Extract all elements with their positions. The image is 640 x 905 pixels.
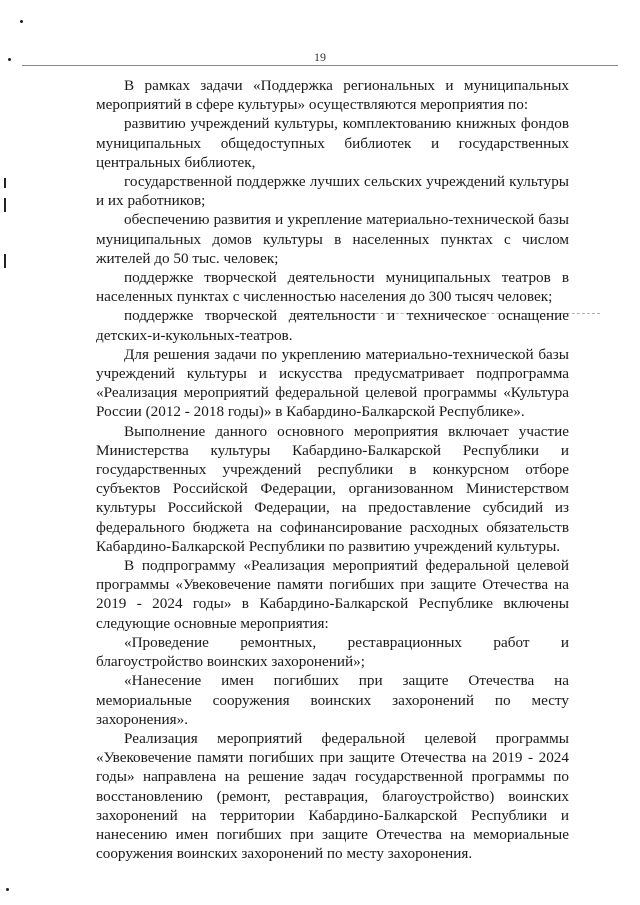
scan-mark [4, 254, 6, 268]
page-number: 19 [314, 50, 326, 64]
paragraph: В подпрограмму «Реализация мероприятий федеральной целевой программы «Увековечение памяти погибших при защите Отечества на 2019 - 2024 годы» в Кабардино-Балкарской Республике включены следующие основные мероприятия: [96, 557, 569, 632]
scan-speck [6, 888, 9, 891]
paragraph: обеспечению развития и укрепление материально-технической базы муниципальных домов культуры в населенных пунктах с числом жителей до 50 тыс. человек; [96, 211, 569, 267]
scan-mark [4, 178, 6, 188]
paragraph: развитию учреждений культуры, комплектованию книжных фондов муниципальных общедоступных библиотек и государственных центральных библиотек, [96, 115, 569, 171]
scan-speck [8, 58, 11, 61]
scan-speck [20, 20, 23, 23]
paragraph: Для решения задачи по укреплению материально-технической базы учреждений культуры и искусства предусматривает подпрограмма «Реализация мероприятий федеральной целевой программы «Культура России (2012 - 2018 годы)» в Кабардино-Балкарской Республике». [96, 345, 569, 421]
header-rule [22, 65, 618, 66]
paragraph: государственной поддержке лучших сельских учреждений культуры и их работников; [96, 173, 569, 210]
paragraph: «Проведение ремонтных, реставрационных работ и благоустройство воинских захоронений»; [96, 633, 569, 671]
paragraph: поддержке творческой деятельности муниципальных театров в населенных пунктах с численностью населения до 300 тысяч человек; [96, 269, 569, 306]
paragraph: поддержке творческой деятельности и техническое оснащение детских-и-кукольных-театров. [96, 307, 569, 344]
paragraph: «Нанесение имен погибших при защите Отечества на мемориальные сооружения воинских захоронений по месту захоронения». [96, 672, 569, 728]
paragraph: В рамках задачи «Поддержка региональных и муниципальных мероприятий в сфере культуры» осуществляются мероприятия по: [96, 77, 569, 114]
paragraph: Реализация мероприятий федеральной целевой программы «Увековечение памяти погибших при защите Отечества на 2019 - 2024 годы» направлена на решение задач государственной программы по восстановлению (ремонт, реставрация, благоустройство) воинских захоронений на территории Кабардино-Балкарской Республики и нанесению имен погибших при защите Отечества на мемориальные сооружения воинских захоронений по месту захоронения. [96, 729, 569, 863]
paragraph: Выполнение данного основного мероприятия включает участие Министерства культуры Кабардино-Балкарской Республики и государственных учреждений республики в конкурсном отборе субъектов Российской Федерации, организованном Министерством культуры Российской Федерации, на предоставление субсидий из федерального бюджета на софинансирование расходных обязательств Кабардино-Балкарской Республики по развитию учреждений культуры. [96, 422, 569, 555]
scan-mark [4, 198, 6, 212]
document-body [96, 76, 569, 863]
